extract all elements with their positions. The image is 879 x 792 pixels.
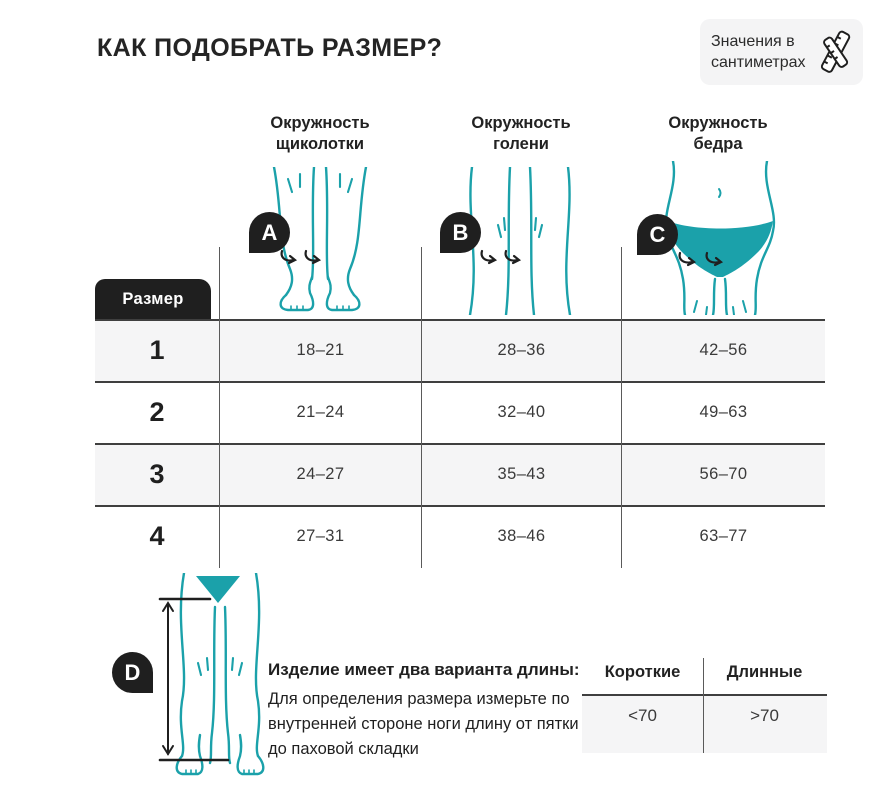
table-row	[95, 319, 825, 381]
measuring-tape-icon	[815, 28, 857, 76]
units-badge	[700, 19, 863, 85]
ankle-range: 21–24	[296, 402, 345, 421]
hip-range: 56–70	[699, 464, 748, 483]
hip-range: 63–77	[699, 527, 748, 545]
length-table-divider	[582, 694, 827, 696]
marker-c-letter: C	[649, 221, 666, 247]
hip-range: 42–56	[699, 340, 748, 359]
hip-range: 49–63	[699, 402, 748, 421]
calf-range: 35–43	[497, 464, 546, 483]
length-option-long-value: >70	[750, 706, 779, 725]
size-column-header	[95, 279, 211, 319]
marker-c	[637, 214, 678, 255]
table-row	[95, 381, 825, 443]
calf-range: 28–36	[497, 340, 546, 359]
measure-arrow-c-icon	[676, 250, 728, 267]
marker-b	[440, 212, 481, 253]
marker-d	[112, 652, 153, 693]
table-row	[95, 443, 825, 505]
ankle-range: 27–31	[296, 527, 345, 545]
ankle-range: 24–27	[296, 464, 345, 483]
size-value: 2	[149, 396, 165, 427]
marker-a	[249, 212, 290, 253]
calf-range: 32–40	[497, 402, 546, 421]
ankle-range: 18–21	[296, 340, 345, 359]
size-column-header-label: Размер	[122, 289, 184, 308]
calf-range: 38–46	[497, 527, 546, 545]
page-title: КАК ПОДОБРАТЬ РАЗМЕР?	[97, 34, 443, 62]
column-header-ankle: Окружность щиколотки	[270, 114, 370, 154]
marker-d-letter: D	[124, 659, 141, 685]
measure-arrow-a-icon	[278, 248, 326, 265]
units-badge-label: Значения в сантиметрах	[711, 32, 806, 71]
length-option-long-label: Длинные	[726, 663, 803, 681]
measure-arrow-b-icon	[478, 248, 526, 265]
size-value: 3	[149, 458, 165, 489]
column-header-hip: Окружность бедра	[668, 114, 768, 154]
size-value: 4	[149, 521, 165, 551]
length-intro: Изделие имеет два варианта длины:	[268, 660, 580, 679]
table-row	[95, 505, 825, 568]
size-value: 1	[149, 334, 165, 365]
length-description: Для определения размера измерьте по внутренней стороне ноги длину от пятки до паховой складки	[268, 690, 579, 759]
marker-a-letter: A	[261, 219, 278, 245]
length-option-short-label: Короткие	[604, 663, 681, 681]
marker-b-letter: B	[452, 219, 469, 245]
length-option-short-value: <70	[628, 706, 657, 725]
column-header-calf: Окружность голени	[471, 114, 571, 154]
